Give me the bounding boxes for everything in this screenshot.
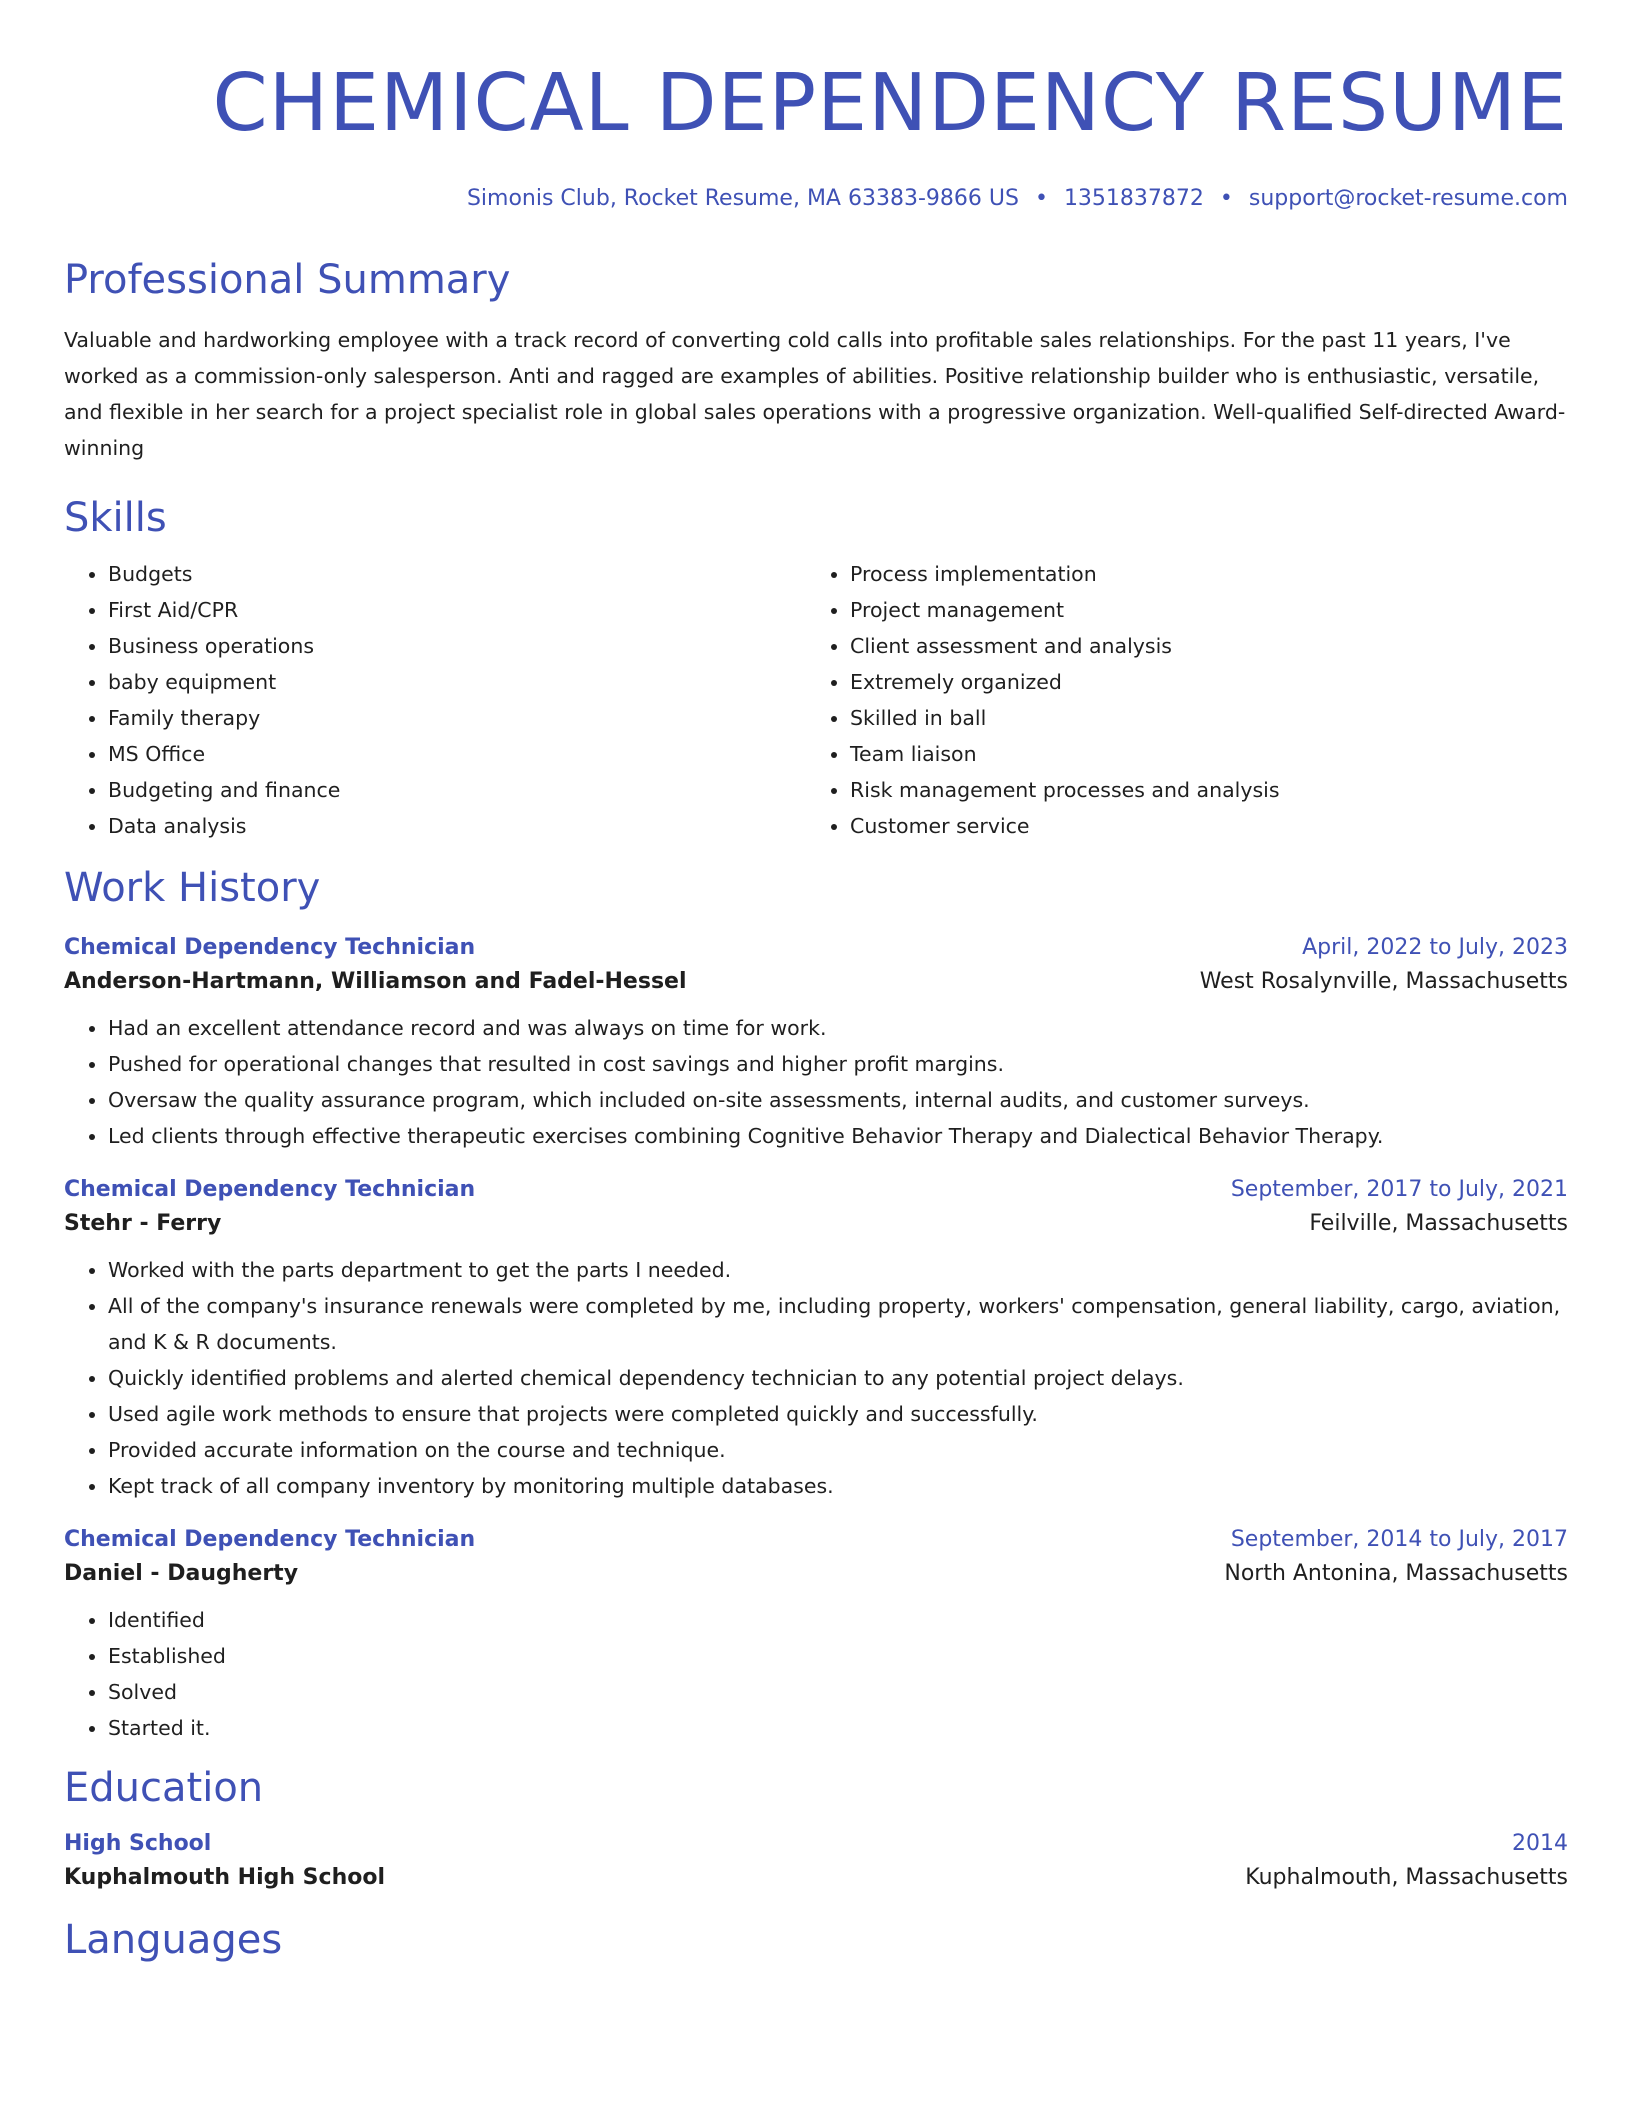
skill-item: • baby equipment xyxy=(108,664,806,700)
job-title-row xyxy=(64,1524,1568,1556)
contact-separator: • xyxy=(1219,186,1233,211)
skill-item: • Project management xyxy=(850,592,1548,628)
skills-heading: Skills xyxy=(64,495,167,541)
job-title: Chemical Dependency Technician xyxy=(64,1527,476,1552)
summary-text: Valuable and hardworking employee with a track record of converting cold calls into profitable sales relationships. For the past 11 years, I've worked as a commission-only salesperson. Anti and ragged are examples of abilities. Positive relationship builder who is enthusiastic, versatile, and flexible in her search for a project specialist role in global sales operations with a progressive organization. Well-qualified Self-directed Award-winning xyxy=(64,328,1566,460)
job-bullets xyxy=(64,1602,1568,1746)
contact-address: Simonis Club, Rocket Resume, MA 63383-9866 US xyxy=(466,186,1019,211)
contact-phone: 1351837872 xyxy=(1063,186,1204,211)
skills-list xyxy=(64,556,1568,844)
job-title-row xyxy=(64,1174,1568,1206)
job-title-row xyxy=(64,932,1568,964)
job-entry xyxy=(64,1524,1568,1746)
education-school-row xyxy=(64,1860,1568,1896)
job-bullet: • Used agile work methods to ensure that projects were completed quickly and successfully. xyxy=(108,1396,1568,1432)
job-title: Chemical Dependency Technician xyxy=(64,935,476,960)
skill-item: • Client assessment and analysis xyxy=(850,628,1548,664)
resume-header xyxy=(64,0,1568,214)
skill-item: • Process implementation xyxy=(850,556,1548,592)
job-company-row xyxy=(64,1206,1568,1242)
job-dates: September, 2017 to July, 2021 xyxy=(1230,1177,1568,1202)
job-company-row xyxy=(64,964,1568,1000)
education-degree-row xyxy=(64,1828,1568,1860)
skill-item: • Data analysis xyxy=(108,808,806,844)
job-bullet: • All of the company's insurance renewals were completed by me, including property, workers' compensation, general liability, cargo, aviation, and K & R documents. xyxy=(108,1288,1568,1360)
skill-item: • Family therapy xyxy=(108,700,806,736)
education-entry xyxy=(64,1828,1568,1896)
job-dates: April, 2022 to July, 2023 xyxy=(1302,935,1568,960)
skill-item: • Skilled in ball xyxy=(850,700,1548,736)
skill-item: • MS Office xyxy=(108,736,806,772)
job-location: North Antonina, Massachusetts xyxy=(1224,1561,1568,1586)
job-bullets xyxy=(64,1010,1568,1154)
skill-item: • Risk management processes and analysis xyxy=(850,772,1548,808)
skills-column-right xyxy=(806,556,1548,844)
education-location: Kuphalmouth, Massachusetts xyxy=(1245,1865,1568,1890)
skill-item: • Budgeting and finance xyxy=(108,772,806,808)
work-history-heading: Work History xyxy=(64,865,321,911)
job-bullet: • Had an excellent attendance record and was always on time for work. xyxy=(108,1010,1568,1046)
job-entry xyxy=(64,932,1568,1154)
education-school: Kuphalmouth High School xyxy=(64,1865,385,1890)
contact-email: support@rocket-resume.com xyxy=(1248,186,1568,211)
job-bullet: • Pushed for operational changes that resulted in cost savings and higher profit margins. xyxy=(108,1046,1568,1082)
job-bullet: • Kept track of all company inventory by monitoring multiple databases. xyxy=(108,1468,1568,1504)
job-bullets xyxy=(64,1252,1568,1504)
job-bullet: • Quickly identified problems and alerted chemical dependency technician to any potential project delays. xyxy=(108,1360,1568,1396)
job-bullet: • Provided accurate information on the course and technique. xyxy=(108,1432,1568,1468)
contact-separator: • xyxy=(1034,186,1048,211)
skill-item: • Extremely organized xyxy=(850,664,1548,700)
job-bullet: • Oversaw the quality assurance program, which included on-site assessments, internal audits, and customer surveys. xyxy=(108,1082,1568,1118)
job-bullet: • Started it. xyxy=(108,1710,1568,1746)
skill-item: • Business operations xyxy=(108,628,806,664)
skill-item: • Budgets xyxy=(108,556,806,592)
languages-heading: Languages xyxy=(64,1917,283,1963)
job-title: Chemical Dependency Technician xyxy=(64,1177,476,1202)
contact-line xyxy=(64,184,1568,214)
skill-item: • Customer service xyxy=(850,808,1548,844)
job-bullet: • Identified xyxy=(108,1602,1568,1638)
skill-item: • Team liaison xyxy=(850,736,1548,772)
skill-item: • First Aid/CPR xyxy=(108,592,806,628)
summary-heading: Professional Summary xyxy=(64,257,511,303)
job-company-row xyxy=(64,1556,1568,1592)
education-degree: High School xyxy=(64,1831,212,1856)
job-bullet: • Established xyxy=(108,1638,1568,1674)
candidate-name: CHEMICAL DEPENDENCY RESUME xyxy=(212,57,1568,149)
job-bullet: • Led clients through effective therapeutic exercises combining Cognitive Behavior Therapy and Dialectical Behavior Therapy. xyxy=(108,1118,1568,1154)
job-company: Stehr - Ferry xyxy=(64,1211,222,1236)
job-dates: September, 2014 to July, 2017 xyxy=(1230,1527,1568,1552)
job-location: West Rosalynville, Massachusetts xyxy=(1199,969,1568,994)
job-location: Feilville, Massachusetts xyxy=(1309,1211,1568,1236)
job-entry xyxy=(64,1174,1568,1504)
education-heading: Education xyxy=(64,1765,264,1811)
education-year: 2014 xyxy=(1512,1831,1568,1856)
job-company: Anderson-Hartmann, Williamson and Fadel-Hessel xyxy=(64,969,687,994)
job-company: Daniel - Daugherty xyxy=(64,1561,299,1586)
skills-column-left xyxy=(64,556,806,844)
job-bullet: • Solved xyxy=(108,1674,1568,1710)
job-bullet: • Worked with the parts department to get the parts I needed. xyxy=(108,1252,1568,1288)
